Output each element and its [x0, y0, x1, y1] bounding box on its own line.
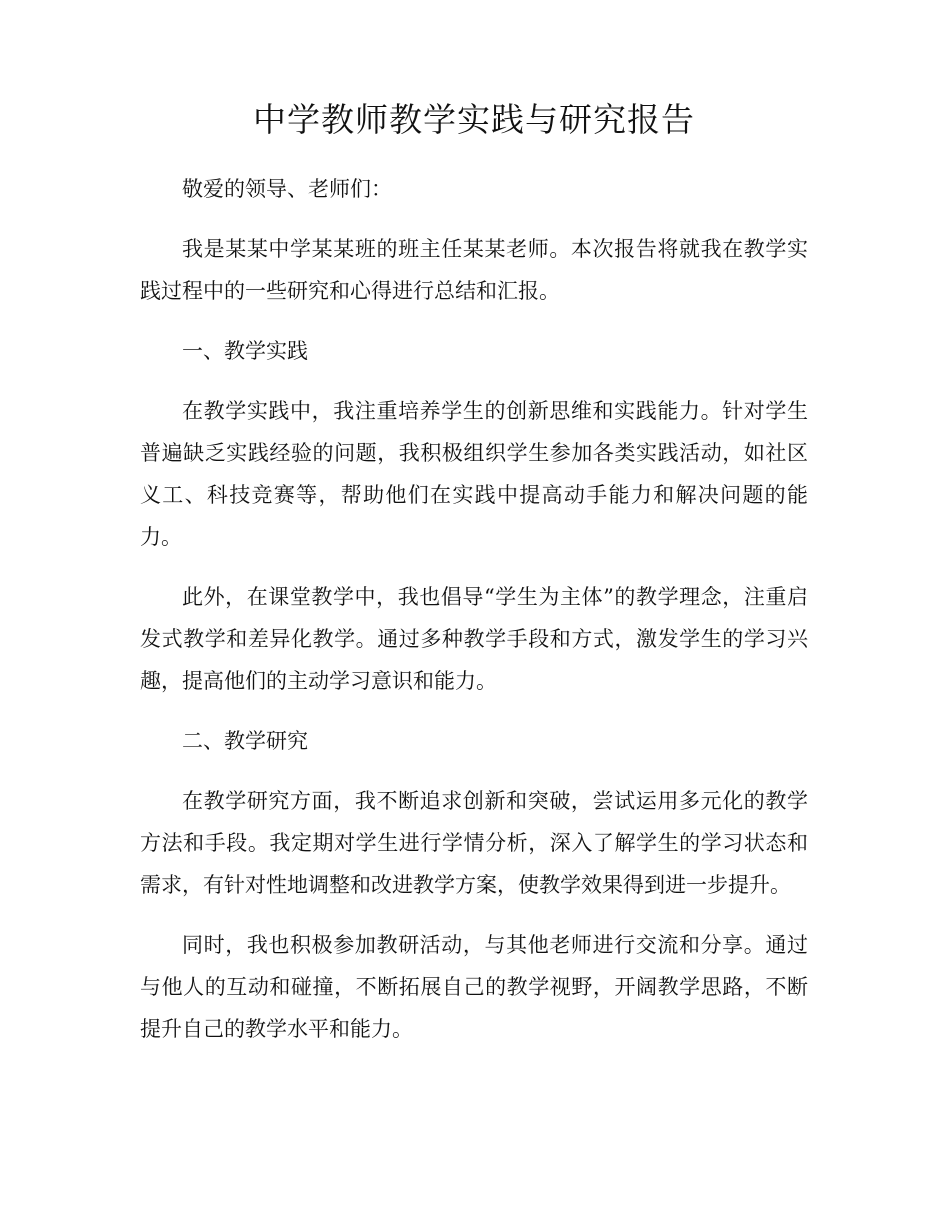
intro-paragraph: 我是某某中学某某班的班主任某某老师。本次报告将就我在教学实践过程中的一些研究和心得进行总结和汇报。 — [140, 237, 808, 303]
practice-paragraph-1: 在教学实践中，我注重培养学生的创新思维和实践能力。针对学生普遍缺乏实践经验的问题，我积极组织学生参加各类实践活动，如社区义工、科技竞赛等，帮助他们在实践中提高动手能力和解决问题的能力。 — [140, 399, 808, 549]
research-paragraph-2: 同时，我也积极参加教研活动，与其他老师进行交流和分享。通过与他人的互动和碰撞，不断拓展自己的教学视野，开阔教学思路，不断提升自己的教学水平和能力。 — [140, 933, 808, 1041]
research-paragraph-1: 在教学研究方面，我不断追求创新和突破，尝试运用多元化的教学方法和手段。我定期对学生进行学情分析，深入了解学生的学习状态和需求，有针对性地调整和改进教学方案，使教学效果得到进一步提升。 — [140, 789, 808, 897]
section-heading-practice: 一、教学实践 — [182, 339, 308, 363]
practice-paragraph-2: 此外，在课堂教学中，我也倡导“学生为主体”的教学理念，注重启发式教学和差异化教学。通过多种教学手段和方式，激发学生的学习兴趣，提高他们的主动学习意识和能力。 — [140, 585, 808, 693]
document-title: 中学教师教学实践与研究报告 — [253, 100, 695, 139]
section-heading-research: 二、教学研究 — [182, 729, 308, 753]
salutation: 敬爱的领导、老师们： — [182, 177, 392, 201]
document-body — [140, 168, 808, 1068]
